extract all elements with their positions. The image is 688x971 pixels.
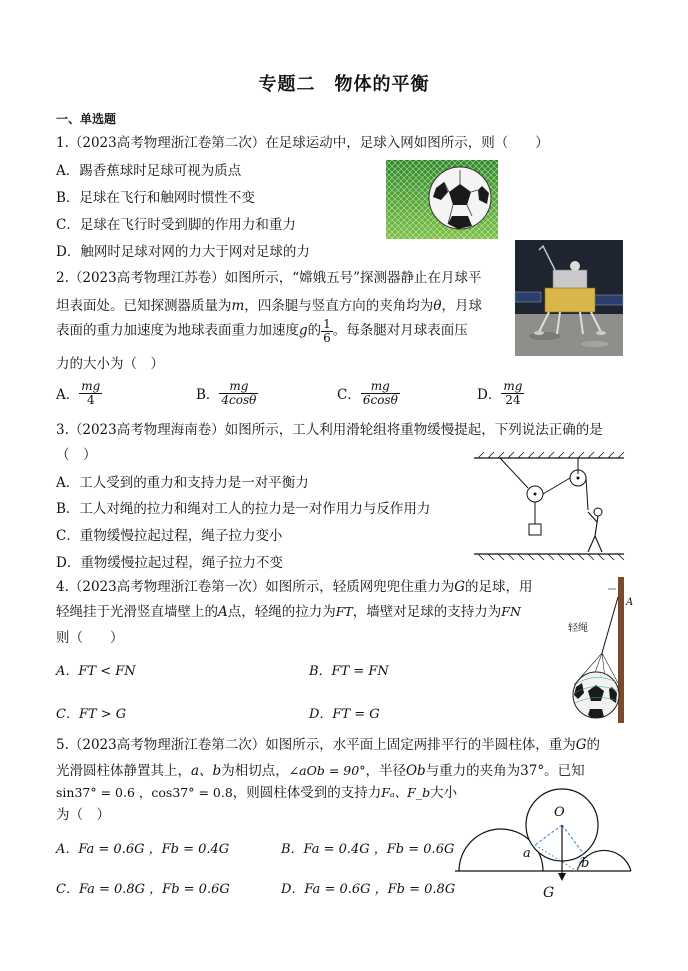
- q5-option-b: B．Fa = 0.4G ，Fb = 0.6G: [281, 842, 455, 857]
- point-a-label: a: [523, 846, 531, 861]
- q5-stem-line2: 光滑圆柱体静置其上，a、b为相切点，∠aOb = 90°，半径Ob与重力的夹角为37°。已知: [56, 763, 585, 779]
- q2-option-a: A． $\frac{mg}{4}$: [56, 379, 101, 407]
- q3-option-c: C．重物缓慢拉起过程，绳子拉力变小: [56, 528, 283, 544]
- pulley-diagram: [470, 448, 630, 568]
- q2-stem-line1: 2.（2023高考物理江苏卷）如图所示，“嫦娥五号”探测器静止在月球平: [56, 270, 482, 286]
- q4-stem-line1: 4.（2023高考物理浙江卷第一次）如图所示，轻质网兜兜住重力为G的足球，用: [56, 579, 533, 595]
- q3-stem-line2: （ ）: [56, 447, 97, 463]
- q3-option-b: B．工人对绳的拉力和绳对工人的拉力是一对作用力与反作用力: [56, 501, 431, 517]
- q3-stem-line1: 3.（2023高考物理海南卷）如图所示，工人利用滑轮组将重物缓慢提起，下列说法正确的是: [56, 422, 603, 438]
- net-ball-diagram: [560, 575, 632, 725]
- rope-label: 轻绳: [568, 623, 588, 634]
- q1-option-b: B．足球在飞行和触网时惯性不变: [56, 190, 255, 206]
- q2-stem-line3: 表面的重力加速度为地球表面重力加速度g的 $\frac{1}{6}$ 。每条腿对月球表面压: [56, 317, 468, 345]
- q1-option-d: D．触网时足球对网的力大于网对足球的力: [56, 244, 310, 260]
- q1-option-c: C．足球在飞行时受到脚的作用力和重力: [56, 217, 296, 233]
- var-m: m: [231, 298, 245, 314]
- q4-option-c: C．FT > G: [56, 707, 127, 722]
- lunar-lander-photo: [515, 240, 623, 356]
- var-g: g: [299, 322, 308, 339]
- point-b-label: b: [581, 856, 590, 871]
- section-heading: 一、单选题: [56, 112, 117, 126]
- q2-stem-line4: 力的大小为（ ）: [56, 356, 164, 372]
- q1-option-a: A．踢香蕉球时足球可视为质点: [56, 163, 242, 179]
- wall-point-a-label: A: [626, 597, 634, 608]
- q4-option-d: D．FT = G: [309, 707, 380, 722]
- q5-option-a: A．Fa = 0.6G ，Fb = 0.4G: [56, 842, 230, 857]
- q2-stem-line2: 坦表面处。已知探测器质量为m，四条腿与竖直方向的夹角均为θ，月球: [56, 298, 482, 314]
- fraction-one-sixth: $\frac{1}{6}$: [323, 317, 331, 345]
- q1-stem: 1.（2023高考物理浙江卷第二次）在足球运动中，足球入网如图所示，则（ ）: [56, 135, 549, 151]
- q3-option-a: A．工人受到的重力和支持力是一对平衡力: [56, 475, 309, 491]
- q3-option-d: D．重物缓慢拉起过程，绳子拉力不变: [56, 555, 283, 571]
- q5-stem-line3: sin37° = 0.6 ，cos37° = 0.8，则圆柱体受到的支持力Fₐ、F_b大小: [56, 785, 458, 801]
- q5-stem-line1: 5.（2023高考物理浙江卷第二次）如图所示，水平面上固定两排平行的半圆柱体，重为G的: [56, 737, 601, 753]
- q4-stem-line3: 则（ ）: [56, 630, 124, 646]
- q4-stem-line2: 轻绳挂于光滑竖直墙壁上的A点，轻绳的拉力为FT，墙壁对足球的支持力为FN: [56, 604, 521, 620]
- q4-option-b: B．FT = FN: [309, 664, 389, 679]
- page-title: 专题二 物体的平衡: [258, 74, 430, 95]
- soccer-ball-photo: [386, 160, 498, 239]
- var-theta: θ: [433, 298, 442, 314]
- cylinder-diagram: [455, 783, 633, 901]
- q4-option-a: A．FT < FN: [56, 664, 136, 679]
- gravity-g-label: G: [543, 885, 555, 901]
- q5-option-c: C．Fa = 0.8G ，Fb = 0.6G: [56, 882, 230, 897]
- q5-option-d: D．Fa = 0.6G ，Fb = 0.8G: [281, 882, 456, 897]
- q5-stem-line4: 为（ ）: [56, 807, 110, 823]
- q2-option-d: D． $\frac{mg}{24}$: [477, 379, 523, 407]
- q2-option-c: C． $\frac{mg}{6\cos\theta}$: [337, 379, 398, 407]
- q2-option-b: B． $\frac{mg}{4\cos\theta}$: [196, 379, 257, 407]
- center-o-label: O: [554, 805, 565, 820]
